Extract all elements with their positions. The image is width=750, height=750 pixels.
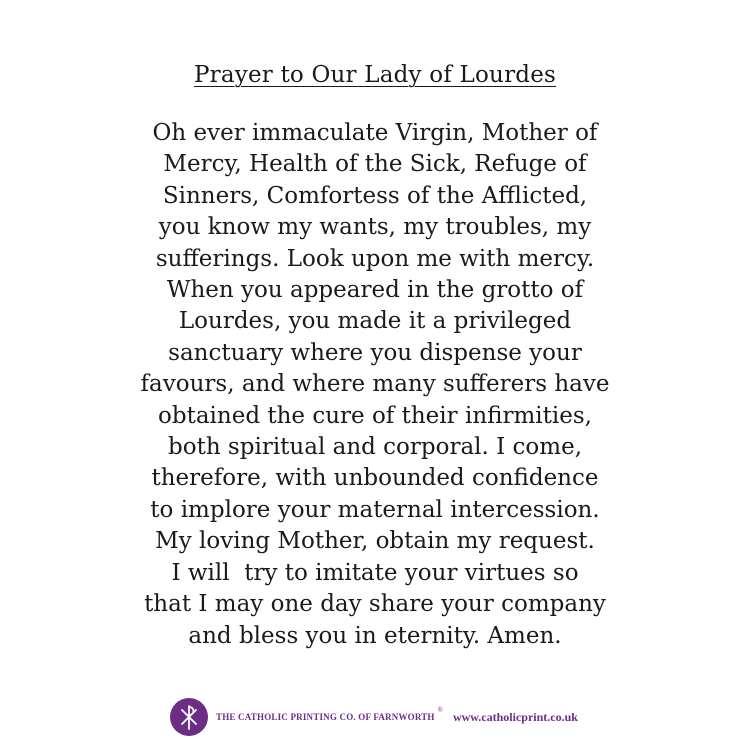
- prayer-title: [0, 62, 750, 88]
- prayer-body: [0, 118, 750, 652]
- prayer-line: sufferings. Look upon me with mercy.: [155, 245, 595, 272]
- prayer-line: therefore, with unbounded confidence: [151, 465, 599, 492]
- prayer-line: favours, and where many sufferers have: [140, 371, 610, 398]
- prayer-line: both spiritual and corporal. I come,: [168, 434, 582, 461]
- prayer-title-text: Prayer to Our Lady of Lourdes: [193, 62, 557, 88]
- prayer-line: to implore your maternal intercession.: [150, 496, 600, 523]
- prayer-line: and bless you in eternity. Amen.: [188, 622, 562, 649]
- prayer-line: My loving Mother, obtain my request.: [155, 528, 595, 555]
- prayer-line: Sinners, Comfortess of the Afflicted,: [162, 182, 588, 209]
- prayer-line: sanctuary where you dispense your: [168, 339, 582, 366]
- publisher-website: www.catholicprint.co.uk: [452, 709, 578, 724]
- prayer-line: Mercy, Health of the Sick, Refuge of: [163, 151, 587, 178]
- prayer-line: you know my wants, my troubles, my: [158, 214, 592, 241]
- prayer-line: obtained the cure of their infirmities,: [158, 402, 592, 429]
- prayer-line: Oh ever immaculate Virgin, Mother of: [152, 120, 598, 146]
- prayer-line: that I may one day share your company: [144, 591, 606, 618]
- publisher-name: THE CATHOLIC PRINTING CO. OF FARNWORTH: [216, 712, 435, 722]
- registered-mark: ®: [437, 706, 443, 714]
- publisher-footer: [170, 697, 578, 737]
- prayer-line: Lourdes, you made it a privileged: [178, 308, 572, 335]
- chi-rho-logo-icon: [170, 698, 208, 736]
- prayer-line: I will try to imitate your virtues so: [171, 559, 579, 586]
- prayer-line: When you appeared in the grotto of: [166, 277, 584, 304]
